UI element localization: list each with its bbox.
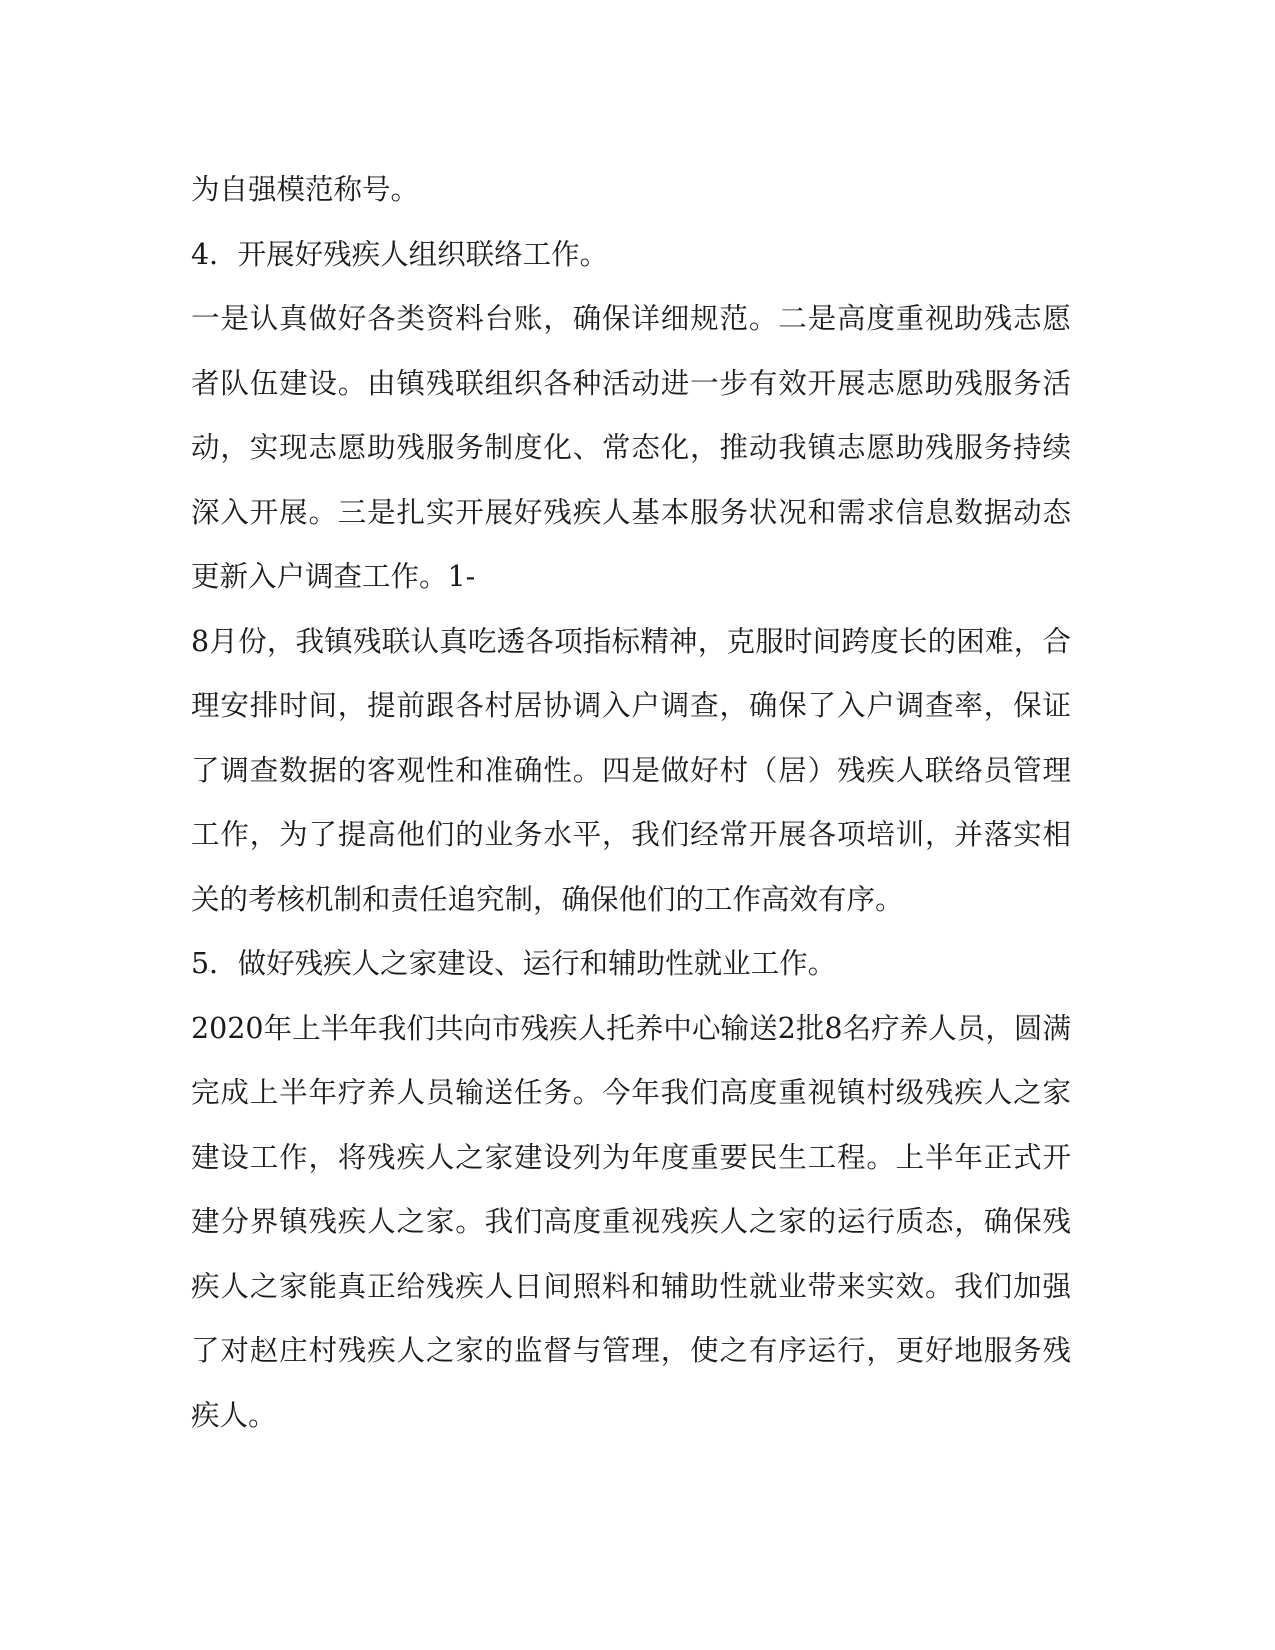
text-line: 2020年上半年我们共向市残疾人托养中心输送2批8名疗养人员，圆满 xyxy=(191,1011,1071,1045)
text-line: 疾人之家能真正给残疾人日间照料和辅助性就业带来实效。我们加强 xyxy=(191,1269,1071,1303)
text-line: 关的考核机制和责任追究制，确保他们的工作高效有序。 xyxy=(191,882,904,916)
body-text xyxy=(191,158,1071,1448)
text-line: 建设工作，将残疾人之家建设列为年度重要民生工程。上半年正式开 xyxy=(191,1140,1071,1174)
text-line: 了对赵庄村残疾人之家的监督与管理，使之有序运行，更好地服务残 xyxy=(191,1334,1071,1367)
text-line: 8月份，我镇残联认真吃透各项指标精神，克服时间跨度长的困难，合 xyxy=(191,624,1071,658)
text-line: 工作，为了提高他们的业务水平，我们经常开展各项培训，并落实相 xyxy=(191,818,1071,851)
text-line: 动，实现志愿助残服务制度化、常态化，推动我镇志愿助残服务持续 xyxy=(191,431,1071,464)
text-line: 者队伍建设。由镇残联组织各种活动进一步有效开展志愿助残服务活 xyxy=(191,366,1071,400)
text-line: 深入开展。三是扎实开展好残疾人基本服务状况和需求信息数据动态 xyxy=(191,495,1071,529)
text-line: 一是认真做好各类资料台账，确保详细规范。二是高度重视助残志愿 xyxy=(191,302,1071,335)
section-heading: 4．开展好残疾人组织联络工作。 xyxy=(191,237,609,271)
text-line: 了调查数据的客观性和准确性。四是做好村（居）残疾人联络员管理 xyxy=(191,753,1071,787)
text-line: 为自强模范称号。 xyxy=(191,173,420,206)
section-heading: 5．做好残疾人之家建设、运行和辅助性就业工作。 xyxy=(191,947,837,980)
text-line: 更新入户调查工作。1- xyxy=(191,560,476,593)
text-line: 建分界镇残疾人之家。我们高度重视残疾人之家的运行质态，确保残 xyxy=(191,1205,1071,1238)
text-line: 疾人。 xyxy=(191,1398,277,1432)
text-line: 完成上半年疗养人员输送任务。今年我们高度重视镇村级残疾人之家 xyxy=(191,1076,1071,1109)
text-line: 理安排时间，提前跟各村居协调入户调查，确保了入户调查率，保证 xyxy=(191,689,1071,722)
